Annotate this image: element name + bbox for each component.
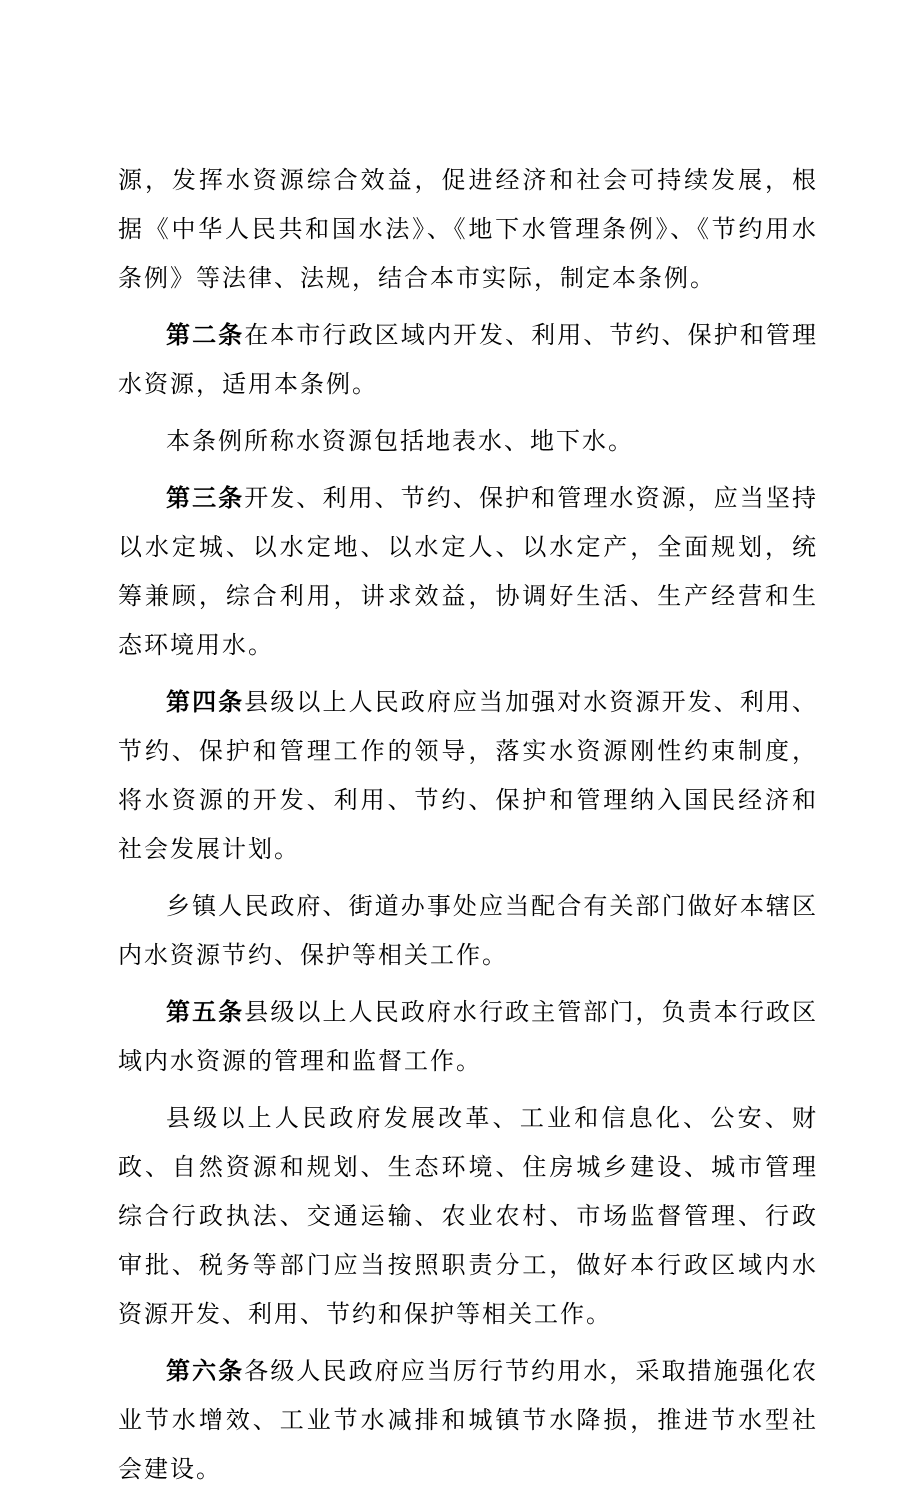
paragraph-continuation [118, 156, 818, 303]
article-2 [118, 311, 818, 409]
article-heading: 第二条 [166, 321, 245, 349]
article-3 [118, 474, 818, 670]
article-heading: 第六条 [166, 1357, 245, 1385]
article-5 [118, 988, 818, 1086]
article-5-clause-2 [118, 1094, 818, 1339]
article-heading: 第三条 [166, 484, 245, 512]
paragraph-text: 乡镇人民政府、街道办事处应当配合有关部门做好本辖区内水资源节约、保护等相关工作。 [118, 892, 818, 969]
article-4 [118, 678, 818, 874]
paragraph-text: 县级以上人民政府水行政主管部门，负责本行政区域内水资源的管理和监督工作。 [118, 998, 818, 1075]
article-2-clause-2 [118, 417, 818, 466]
paragraph-text: 县级以上人民政府应当加强对水资源开发、利用、节约、保护和管理工作的领导，落实水资源刚性约束制度，将水资源的开发、利用、节约、保护和管理纳入国民经济和社会发展计划。 [118, 688, 818, 863]
paragraph-text: 源，发挥水资源综合效益，促进经济和社会可持续发展，根据《中华人民共和国水法》、《地下水管理条例》、《节约用水条例》等法律、法规，结合本市实际，制定本条例。 [118, 166, 818, 292]
paragraph-text: 县级以上人民政府发展改革、工业和信息化、公安、财政、自然资源和规划、生态环境、住房城乡建设、城市管理综合行政执法、交通运输、农业农村、市场监督管理、行政审批、税务等部门应当按照职责分工，做好本行政区域内水资源开发、利用、节约和保护等相关工作。 [118, 1104, 818, 1328]
article-6 [118, 1347, 818, 1494]
paragraph-text: 各级人民政府应当厉行节约用水，采取措施强化农业节水增效、工业节水减排和城镇节水降损，推进节水型社会建设。 [118, 1357, 818, 1483]
paragraph-text: 在本市行政区域内开发、利用、节约、保护和管理水资源，适用本条例。 [118, 321, 818, 398]
article-heading: 第四条 [166, 688, 245, 716]
paragraph-text: 本条例所称水资源包括地表水、地下水。 [166, 427, 634, 455]
article-4-clause-2 [118, 882, 818, 980]
article-heading: 第五条 [166, 998, 245, 1026]
paragraph-text: 开发、利用、节约、保护和管理水资源，应当坚持以水定城、以水定地、以水定人、以水定产，全面规划，统筹兼顾，综合利用，讲求效益，协调好生活、生产经营和生态环境用水。 [118, 484, 818, 659]
document-body [118, 156, 818, 1502]
